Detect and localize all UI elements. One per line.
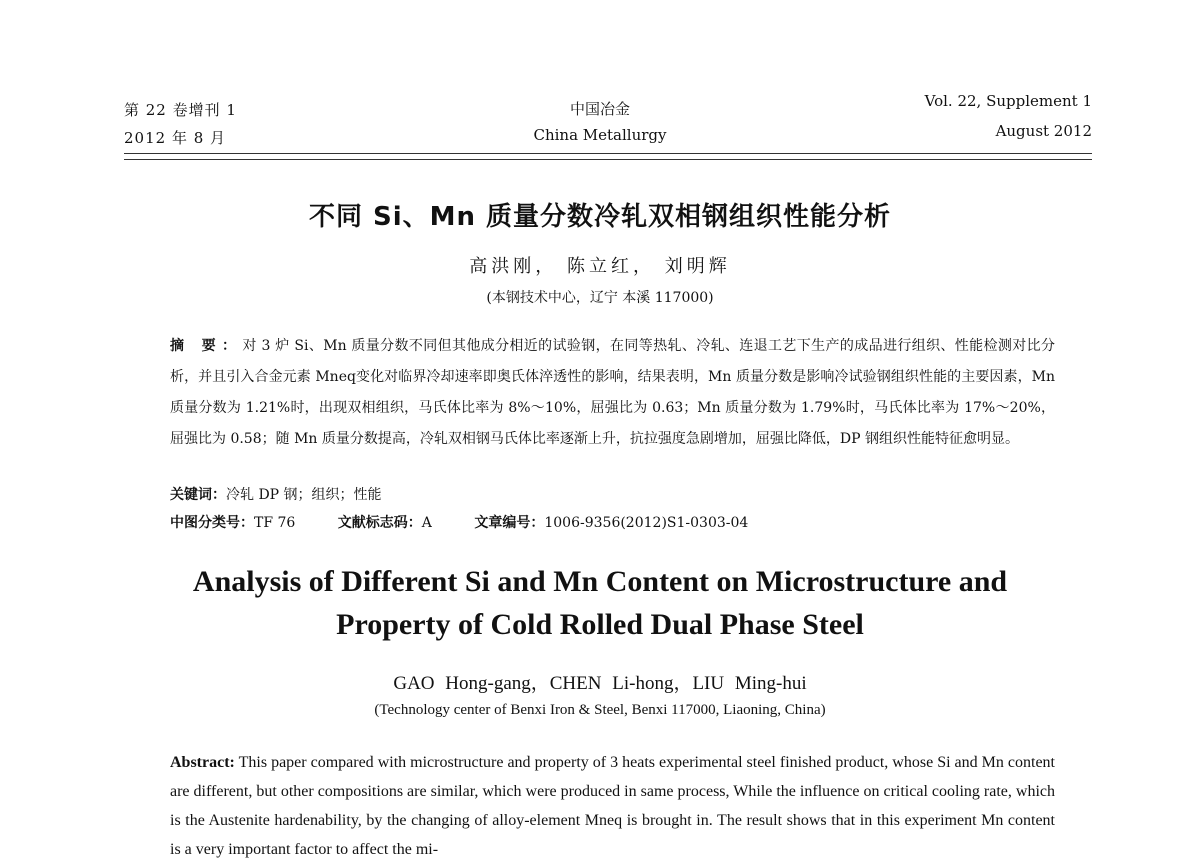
keywords-cn-text: 冷轧 DP 钢；组织；性能 bbox=[226, 487, 382, 503]
clc-label: 中图分类号： bbox=[170, 515, 254, 531]
article-no-value: 1006-9356(2012)S1-0303-04 bbox=[544, 515, 749, 531]
volume-line: 第 22 卷增刊 1 bbox=[124, 101, 237, 119]
title-en-line1: Analysis of Different Si and Mn Content on Microstructure and bbox=[192, 565, 1008, 598]
affiliation-en: (Technology center of Benxi Iron & Steel, Benxi 117000, Liaoning, China) bbox=[374, 702, 826, 718]
document-code bbox=[338, 515, 432, 531]
paper-title-cn: 不同 Si、Mn 质量分数冷轧双相钢组织性能分析 bbox=[308, 202, 892, 232]
keywords-cn-label: 关键词： bbox=[170, 487, 226, 503]
authors-en: GAO Hong-gang，CHEN Li-hong，LIU Ming-hui bbox=[393, 673, 807, 694]
title-en-line2: Property of Cold Rolled Dual Phase Steel bbox=[336, 608, 864, 641]
volume-line-en: Vol. 22, Supplement 1 bbox=[924, 92, 1092, 110]
article-no-label: 文章编号： bbox=[474, 515, 545, 531]
abstract-cn-text: 对 3 炉 Si、Mn 质量分数不同但其他成分相近的试验钢，在同等热轧、冷轧、连退工艺下生产的成品进行组织、性能检测对比分析，并且引入合金元素 Mneq变化对临界冷却速率即奥氏体淬透性的影响，结果表明，Mn 质量分数是影响冷试验钢组织性能的主要因素，Mn 质量分数为 1.21%时，出现双相组织，马氏体比率为 8%～10%，屈强比为 0.63；Mn 质量分数为 1.79%时，马氏体比率为 17%～20%，屈强比为 0.58；随 Mn 质量分数提高，冷轧双相钢马氏体比率逐渐上升，抗拉强度急剧增加，屈强比降低，DP 钢组织性能特征愈明显。 bbox=[170, 338, 1056, 447]
clc-number bbox=[170, 515, 295, 531]
paper-title-en bbox=[0, 560, 1200, 646]
date-line: 2012 年 8 月 bbox=[124, 129, 227, 147]
abstract-en-text: This paper compared with microstructure and property of 3 heats experimental steel finished product, whose Si and Mn content are different, but other compositions are similar, which were produced in same process, While the influence on critical cooling rate, which is the Austenite hardenability, by the changing of alloy-element Mneq is brought in. The result shows that in this experiment Mn content is a very important factor to affect the mi- bbox=[170, 754, 1055, 858]
classification-line bbox=[170, 512, 786, 532]
doc-code-label: 文献标志码： bbox=[337, 515, 422, 531]
abstract-en bbox=[170, 748, 1055, 864]
doc-code-value: A bbox=[421, 515, 432, 531]
journal-name-en: China Metallurgy bbox=[533, 126, 667, 144]
clc-value: TF 76 bbox=[254, 515, 296, 531]
article-number bbox=[474, 515, 748, 531]
authors-cn: 高洪刚， 陈立红， 刘明辉 bbox=[469, 256, 731, 277]
abstract-en-label: Abstract: bbox=[170, 754, 235, 771]
header-rule-top bbox=[124, 153, 1092, 154]
affiliation-cn: (本钢技术中心，辽宁 本溪 117000) bbox=[486, 290, 714, 306]
journal-name-cn: 中国冶金 bbox=[569, 100, 630, 118]
journal-volume-info bbox=[124, 96, 237, 152]
date-line-en: August 2012 bbox=[995, 122, 1092, 140]
journal-name bbox=[470, 96, 730, 148]
journal-volume-info-en bbox=[925, 86, 1092, 146]
abstract-cn-label: 摘 要： bbox=[170, 338, 243, 354]
header-rule-bottom bbox=[124, 159, 1092, 160]
keywords-cn bbox=[170, 484, 382, 504]
abstract-cn bbox=[170, 331, 1055, 455]
